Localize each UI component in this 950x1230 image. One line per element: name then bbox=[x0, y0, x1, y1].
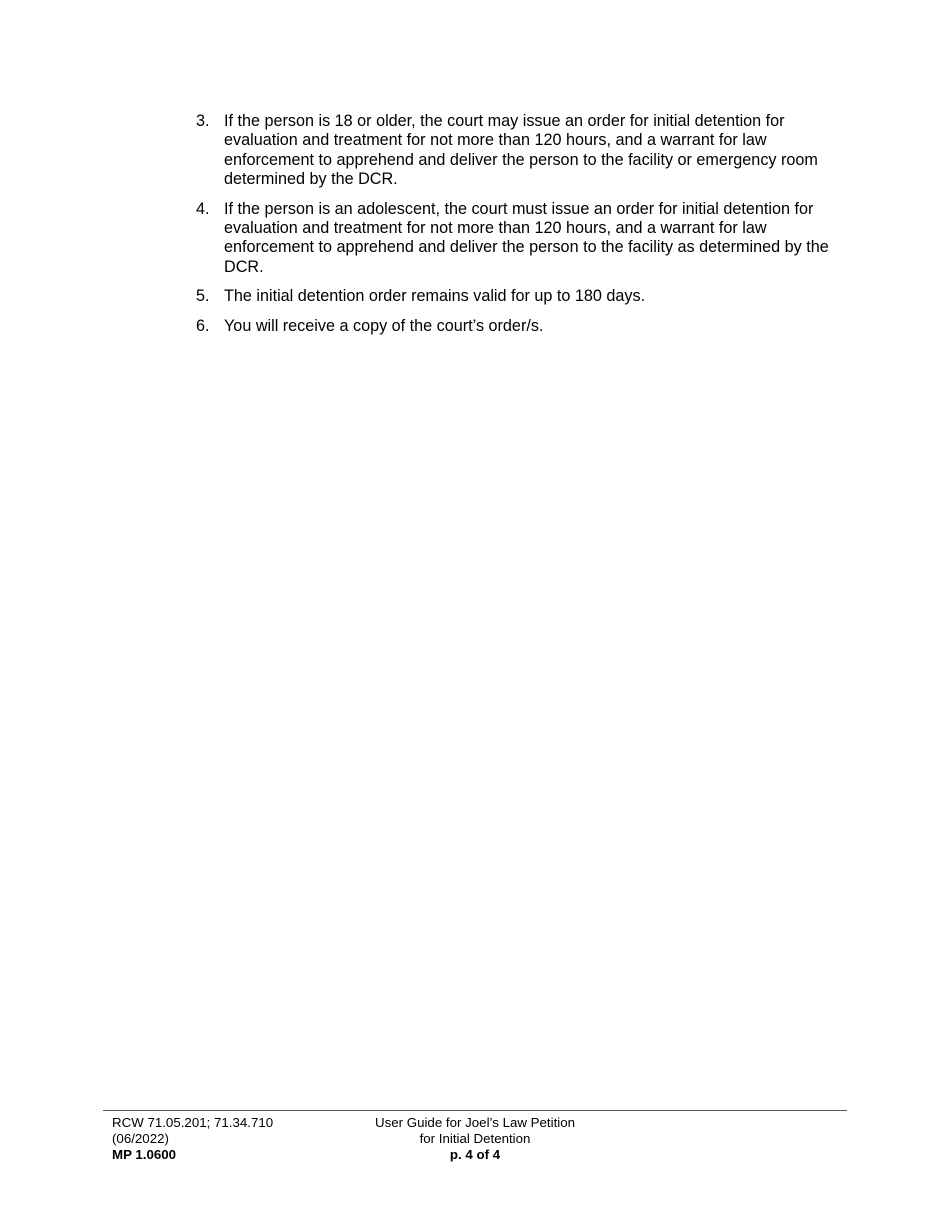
list-number: 3. bbox=[196, 112, 210, 130]
footer-title-line2: for Initial Detention bbox=[419, 1131, 531, 1147]
list-item bbox=[196, 287, 846, 306]
list-number: 5. bbox=[196, 287, 210, 306]
footer-form-number: MP 1.0600 bbox=[112, 1147, 177, 1163]
footer-left bbox=[112, 1115, 273, 1164]
footer-statute: RCW 71.05.201; 71.34.710 bbox=[112, 1115, 274, 1130]
footer-center bbox=[330, 1115, 620, 1164]
list-number: 4. bbox=[196, 199, 210, 218]
list-text: If the person is an adolescent, the court must issue an order for initial detention for evaluation and treatment for not more than 120 hours, and a warrant for law enforcement to apprehend and deliver the person to the facility as determined by the DCR. bbox=[224, 199, 829, 276]
footer-title-line1: User Guide for Joel’s Law Petition bbox=[374, 1115, 576, 1130]
footer-page-number: p. 4 of 4 bbox=[449, 1147, 501, 1163]
footer-divider bbox=[103, 1110, 847, 1111]
list-text: You will receive a copy of the court’s order/s. bbox=[224, 316, 544, 335]
footer-date: (06/2022) bbox=[112, 1131, 169, 1147]
list-text: The initial detention order remains valid for up to 180 days. bbox=[224, 287, 646, 306]
numbered-list bbox=[196, 112, 846, 346]
list-item bbox=[196, 112, 846, 190]
list-number: 6. bbox=[196, 316, 210, 335]
list-item bbox=[196, 200, 846, 278]
list-text: If the person is 18 or older, the court may issue an order for initial detention for evaluation and treatment for not more than 120 hours, and a warrant for law enforcement to apprehend and deliver the person to the facility or emergency room determined by the DCR. bbox=[224, 112, 818, 189]
list-item bbox=[196, 317, 846, 336]
